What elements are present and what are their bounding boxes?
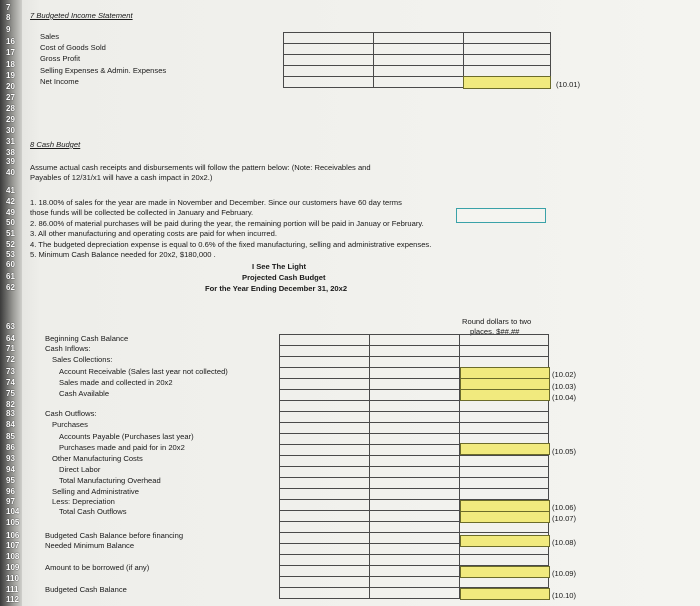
answer-cell-10-10[interactable] [460, 588, 550, 600]
tag-10-06: (10.06) [552, 503, 577, 512]
row-number-gutter [0, 0, 22, 606]
answer-cell-10-08[interactable] [460, 535, 550, 547]
grid-row-line [279, 345, 549, 346]
row-number: 28 [6, 104, 15, 113]
answer-cell-10-04[interactable] [460, 389, 550, 401]
budget-line-cash-available: Cash Available [59, 389, 110, 398]
row-number: 64 [6, 334, 15, 343]
row-number: 107 [6, 541, 20, 550]
row-number: 82 [6, 400, 15, 409]
grid-row-line [279, 532, 549, 533]
grid-row-line [279, 554, 549, 555]
row-number: 74 [6, 378, 15, 387]
row-number: 29 [6, 115, 15, 124]
cash-budget-heading: 8 Cash Budget [30, 140, 81, 149]
income-line-sales: Sales [40, 32, 59, 41]
row-number: 111 [6, 585, 19, 594]
cash-budget-intro-2: Payables of 12/31/x1 will have a cash impact in 20x2.) [30, 173, 213, 182]
answer-cell-10-09[interactable] [460, 566, 550, 578]
budget-line-sales-collections: Sales Collections: [52, 355, 113, 364]
row-number: 61 [6, 272, 15, 281]
row-number: 105 [6, 518, 20, 527]
budget-line-purchases-paid: Purchases made and paid for in 20x2 [59, 443, 185, 452]
net-income-input[interactable] [463, 76, 551, 89]
row-number: 50 [6, 218, 15, 227]
budget-line-direct-labor: Direct Labor [59, 465, 101, 474]
tag-10-09: (10.09) [552, 569, 577, 578]
tag-10-02: (10.02) [552, 370, 577, 379]
row-number: 38 [6, 148, 15, 157]
grid-row-line [279, 411, 549, 412]
row-number: 9 [6, 25, 11, 34]
row-number: 31 [6, 137, 15, 146]
row-number: 73 [6, 367, 15, 376]
budget-line-accounts-payable: Accounts Payable (Purchases last year) [59, 432, 194, 441]
budget-line-sales-collected: Sales made and collected in 20x2 [59, 378, 173, 387]
row-number: 93 [6, 454, 15, 463]
row-number: 60 [6, 260, 15, 269]
budget-line-depreciation: Less: Depreciation [52, 497, 115, 506]
tag-10-07: (10.07) [552, 514, 577, 523]
budget-line-other-manufacturing: Other Manufacturing Costs [52, 454, 143, 463]
note-3: 3. All other manufacturing and operating costs are paid for when incurred. [30, 229, 277, 238]
income-line-net-income: Net Income [40, 77, 79, 86]
row-number: 41 [6, 186, 15, 195]
row-number: 18 [6, 60, 15, 69]
row-number: 63 [6, 322, 15, 331]
tag-10-10: (10.10) [552, 591, 577, 600]
budget-line-total-overhead: Total Manufacturing Overhead [59, 476, 161, 485]
round-note-1: Round dollars to two [462, 317, 532, 326]
income-line-selling-admin: Selling Expenses & Admin. Expenses [40, 66, 167, 75]
note-1: 1. 18.00% of sales for the year are made in November and December. Since our customers have 60 day terms [30, 198, 402, 207]
budget-period: For the Year Ending December 31, 20x2 [205, 284, 348, 293]
note-4: 4. The budgeted depreciation expense is equal to 0.6% of the fixed manufacturing, selling and administrative expenses. [30, 240, 432, 249]
grid-row-line [279, 356, 549, 357]
note-5: 5. Minimum Cash Balance needed for 20x2, $180,000 . [30, 250, 216, 259]
grid-row-line [279, 466, 549, 467]
row-number: 51 [6, 229, 15, 238]
row-number: 17 [6, 48, 15, 57]
cash-budget-intro-1: Assume actual cash receipts and disbursements will follow the pattern below: (Note: Receivables and [30, 163, 371, 172]
row-number: 30 [6, 126, 15, 135]
row-number: 84 [6, 420, 15, 429]
row-number: 16 [6, 37, 15, 46]
tag-10-08: (10.08) [552, 538, 577, 547]
budget-line-cash-outflows: Cash Outflows: [45, 409, 97, 418]
note-1-continued: those funds will be collected be collected in January and February. [30, 208, 254, 217]
grid-row-line [279, 488, 549, 489]
answer-cell-10-05[interactable] [460, 443, 550, 455]
income-line-gross-profit: Gross Profit [40, 54, 81, 63]
row-number: 109 [6, 563, 20, 572]
row-number: 95 [6, 476, 15, 485]
grid-row-line [279, 334, 549, 335]
grid-row-line [279, 422, 549, 423]
income-statement-heading: 7 Budgeted Income Statement [30, 11, 133, 20]
row-number: 94 [6, 465, 15, 474]
row-number: 49 [6, 208, 15, 217]
row-number: 19 [6, 71, 15, 80]
row-number: 110 [6, 574, 19, 583]
row-number: 8 [6, 13, 11, 22]
budget-line-amount-borrowed: Amount to be borrowed (if any) [45, 563, 150, 572]
company-name: I See The Light [252, 262, 307, 271]
tag-10-05: (10.05) [552, 447, 577, 456]
row-number: 96 [6, 487, 15, 496]
row-number: 42 [6, 197, 15, 206]
row-number: 97 [6, 497, 15, 506]
row-number: 52 [6, 240, 15, 249]
row-number: 20 [6, 82, 15, 91]
row-number: 62 [6, 283, 15, 292]
round-note-2: places. $##.## [470, 327, 520, 336]
grid-row-line [279, 433, 549, 434]
row-number: 27 [6, 93, 15, 102]
budget-line-selling-admin: Selling and Administrative [52, 487, 139, 496]
row-number: 71 [6, 344, 15, 353]
terms-answer-box[interactable] [456, 208, 546, 223]
row-number: 7 [6, 3, 11, 12]
row-number: 75 [6, 389, 15, 398]
budget-line-cash-inflows: Cash Inflows: [45, 344, 91, 353]
row-number: 86 [6, 443, 15, 452]
note-2: 2. 86.00% of material purchases will be paid during the year, the remaining portion will be paid in Januay or February. [30, 219, 424, 228]
tag-10-01: (10.01) [556, 80, 581, 89]
row-number: 83 [6, 409, 15, 418]
budget-line-account-receivable: Account Receivable (Sales last year not collected) [59, 367, 228, 376]
budget-line-beginning-cash: Beginning Cash Balance [45, 334, 129, 343]
row-number: 104 [6, 507, 20, 516]
row-number: 72 [6, 355, 15, 364]
row-number: 108 [6, 552, 20, 561]
income-line-cogs: Cost of Goods Sold [40, 43, 106, 52]
row-number: 53 [6, 250, 15, 259]
grid-row-line [279, 477, 549, 478]
row-number: 106 [6, 531, 20, 540]
budget-line-minimum-balance: Needed Minimum Balance [45, 541, 135, 550]
row-number: 39 [6, 157, 15, 166]
budget-subtitle: Projected Cash Budget [242, 273, 326, 282]
budget-line-total-outflows: Total Cash Outflows [59, 507, 127, 516]
budget-line-before-financing: Budgeted Cash Balance before financing [45, 531, 184, 540]
answer-cell-10-07[interactable] [460, 511, 550, 523]
row-number: 85 [6, 432, 15, 441]
tag-10-04: (10.04) [552, 393, 577, 402]
budget-line-purchases: Purchases [52, 420, 88, 429]
budget-line-budgeted-balance: Budgeted Cash Balance [45, 585, 127, 594]
grid-row-line [279, 455, 549, 456]
row-number: 40 [6, 168, 15, 177]
tag-10-03: (10.03) [552, 382, 577, 391]
row-number: 112 [6, 595, 19, 604]
